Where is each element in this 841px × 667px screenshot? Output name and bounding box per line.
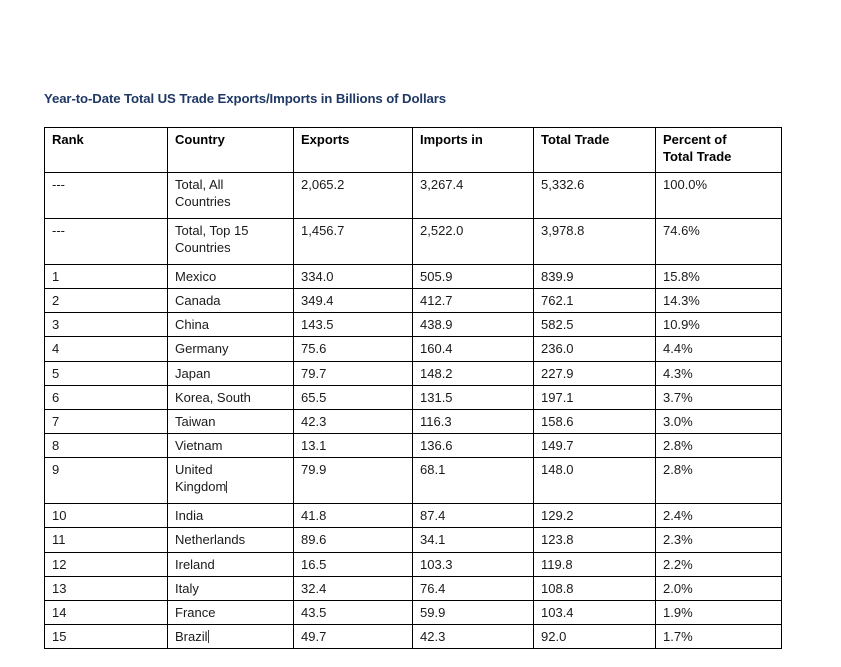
summary-row-2-cell-total-trade: 3,978.8 [534,219,656,265]
rank-row-7-cell-rank: 7 [45,409,168,433]
rank-row-10-cell-total-trade: 129.2 [534,504,656,528]
rank-row-12-cell-country: Ireland [168,552,294,576]
summary-row-2-cell-exports: 1,456.7 [294,219,413,265]
rank-row-5-cell-imports: 148.2 [413,361,534,385]
text-cursor [226,481,227,493]
rank-row-8-cell-exports: 13.1 [294,434,413,458]
rank-row-6-cell-rank: 6 [45,385,168,409]
table-row [45,504,782,528]
table-row [45,385,782,409]
rank-row-6-cell-exports: 65.5 [294,385,413,409]
rank-row-8-cell-imports: 136.6 [413,434,534,458]
rank-row-9-cell-imports: 68.1 [413,458,534,504]
rank-row-11-cell-exports: 89.6 [294,528,413,552]
summary-row-1-cell-total-trade: 5,332.6 [534,173,656,219]
text-cursor [208,630,209,642]
trade-data-table [44,127,782,649]
rank-row-9-cell-country [168,458,294,504]
summary-row-2-country-line1: Total, Top 15 [175,223,249,238]
table-body [45,173,782,649]
rank-row-14-cell-exports: 43.5 [294,600,413,624]
rank-row-13-cell-percent-of-total-trade: 2.0% [656,576,782,600]
rank-row-5-cell-percent-of-total-trade: 4.3% [656,361,782,385]
table-row [45,552,782,576]
rank-row-15-cell-percent-of-total-trade: 1.7% [656,625,782,649]
table-row [45,625,782,649]
rank-row-11-cell-country: Netherlands [168,528,294,552]
rank-row-15-cell-rank: 15 [45,625,168,649]
summary-row-1-cell-exports: 2,065.2 [294,173,413,219]
summary-row-2-cell-rank: --- [45,219,168,265]
rank-row-4-cell-percent-of-total-trade: 4.4% [656,337,782,361]
rank-row-13-cell-exports: 32.4 [294,576,413,600]
rank-row-14-cell-country: France [168,600,294,624]
table-row [45,458,782,504]
table-row [45,289,782,313]
rank-row-14-cell-total-trade: 103.4 [534,600,656,624]
rank-row-8-cell-rank: 8 [45,434,168,458]
rank-row-9-cell-total-trade: 148.0 [534,458,656,504]
table-row [45,528,782,552]
rank-row-4-cell-country: Germany [168,337,294,361]
rank-row-10-cell-imports: 87.4 [413,504,534,528]
rank-row-15-cell-total-trade: 92.0 [534,625,656,649]
rank-row-7-cell-total-trade: 158.6 [534,409,656,433]
summary-row-2-country-line2: Countries [175,240,231,256]
rank-row-6-cell-imports: 131.5 [413,385,534,409]
rank-row-14-cell-rank: 14 [45,600,168,624]
rank-row-13-cell-country: Italy [168,576,294,600]
rank-row-2-cell-country: Canada [168,289,294,313]
rank-row-7-cell-percent-of-total-trade: 3.0% [656,409,782,433]
column-header-exports[interactable]: Exports [294,128,413,173]
rank-row-3-cell-country: China [168,313,294,337]
table-row [45,313,782,337]
rank-row-9-cell-percent-of-total-trade: 2.8% [656,458,782,504]
rank-row-8-cell-total-trade: 149.7 [534,434,656,458]
table-row [45,434,782,458]
rank-row-8-cell-country: Vietnam [168,434,294,458]
table-header-row [45,128,782,173]
summary-row-1-cell-imports: 3,267.4 [413,173,534,219]
column-header-rank[interactable]: Rank [45,128,168,173]
table-row [45,265,782,289]
rank-row-4-cell-imports: 160.4 [413,337,534,361]
table-row [45,576,782,600]
rank-row-1-cell-exports: 334.0 [294,265,413,289]
rank-row-9-country-line2: Kingdom [175,479,227,495]
rank-row-5-cell-exports: 79.7 [294,361,413,385]
summary-row-1-cell-country [168,173,294,219]
rank-row-3-cell-imports: 438.9 [413,313,534,337]
rank-row-2-cell-percent-of-total-trade: 14.3% [656,289,782,313]
rank-row-15-cell-imports: 42.3 [413,625,534,649]
rank-row-2-cell-imports: 412.7 [413,289,534,313]
rank-row-4-cell-rank: 4 [45,337,168,361]
rank-row-12-cell-total-trade: 119.8 [534,552,656,576]
rank-row-6-cell-country: Korea, South [168,385,294,409]
rank-row-11-cell-rank: 11 [45,528,168,552]
rank-row-1-cell-country: Mexico [168,265,294,289]
rank-row-7-cell-exports: 42.3 [294,409,413,433]
rank-row-12-cell-imports: 103.3 [413,552,534,576]
summary-row-1-cell-rank: --- [45,173,168,219]
column-header-imports[interactable]: Imports in [413,128,534,173]
rank-row-8-cell-percent-of-total-trade: 2.8% [656,434,782,458]
page-title: Year-to-Date Total US Trade Exports/Imports in Billions of Dollars [44,91,447,106]
table-row [45,361,782,385]
column-header-percent-line2: Total Trade [663,149,732,165]
rank-row-2-cell-total-trade: 762.1 [534,289,656,313]
summary-row-1-country-line2: Countries [175,194,231,210]
rank-row-1-cell-imports: 505.9 [413,265,534,289]
rank-row-7-cell-country: Taiwan [168,409,294,433]
rank-row-1-cell-rank: 1 [45,265,168,289]
rank-row-13-cell-rank: 13 [45,576,168,600]
rank-row-6-cell-percent-of-total-trade: 3.7% [656,385,782,409]
summary-row-2-cell-country [168,219,294,265]
table-header [45,128,782,173]
column-header-total-trade[interactable]: Total Trade [534,128,656,173]
rank-row-3-cell-total-trade: 582.5 [534,313,656,337]
rank-row-10-cell-country: India [168,504,294,528]
rank-row-3-cell-rank: 3 [45,313,168,337]
column-header-country[interactable]: Country [168,128,294,173]
rank-row-12-cell-percent-of-total-trade: 2.2% [656,552,782,576]
summary-row-1-cell-percent-of-total-trade: 100.0% [656,173,782,219]
table-row [45,337,782,361]
rank-row-9-country-line1: United [175,462,213,478]
table-row [45,219,782,265]
rank-row-5-cell-total-trade: 227.9 [534,361,656,385]
rank-row-3-cell-percent-of-total-trade: 10.9% [656,313,782,337]
rank-row-12-cell-exports: 16.5 [294,552,413,576]
column-header-percent-of-total-trade[interactable] [656,128,782,173]
rank-row-11-cell-total-trade: 123.8 [534,528,656,552]
rank-row-13-cell-imports: 76.4 [413,576,534,600]
rank-row-15-cell-country: Brazil [168,625,294,649]
summary-row-2-cell-percent-of-total-trade: 74.6% [656,219,782,265]
rank-row-5-cell-rank: 5 [45,361,168,385]
column-header-percent-line1: Percent of [663,132,727,147]
rank-row-10-cell-rank: 10 [45,504,168,528]
rank-row-14-cell-percent-of-total-trade: 1.9% [656,600,782,624]
rank-row-11-cell-imports: 34.1 [413,528,534,552]
rank-row-6-cell-total-trade: 197.1 [534,385,656,409]
table-row [45,600,782,624]
summary-row-1-country-line1: Total, All [175,177,224,192]
rank-row-2-cell-rank: 2 [45,289,168,313]
rank-row-15-cell-exports: 49.7 [294,625,413,649]
table-row [45,409,782,433]
rank-row-1-cell-total-trade: 839.9 [534,265,656,289]
rank-row-12-cell-rank: 12 [45,552,168,576]
rank-row-9-cell-exports: 79.9 [294,458,413,504]
rank-row-2-cell-exports: 349.4 [294,289,413,313]
rank-row-7-cell-imports: 116.3 [413,409,534,433]
rank-row-3-cell-exports: 143.5 [294,313,413,337]
summary-row-2-cell-imports: 2,522.0 [413,219,534,265]
rank-row-9-cell-rank: 9 [45,458,168,504]
rank-row-1-cell-percent-of-total-trade: 15.8% [656,265,782,289]
rank-row-5-cell-country: Japan [168,361,294,385]
rank-row-13-cell-total-trade: 108.8 [534,576,656,600]
rank-row-10-cell-percent-of-total-trade: 2.4% [656,504,782,528]
rank-row-4-cell-total-trade: 236.0 [534,337,656,361]
rank-row-10-cell-exports: 41.8 [294,504,413,528]
rank-row-14-cell-imports: 59.9 [413,600,534,624]
rank-row-4-cell-exports: 75.6 [294,337,413,361]
rank-row-11-cell-percent-of-total-trade: 2.3% [656,528,782,552]
table-row [45,173,782,219]
